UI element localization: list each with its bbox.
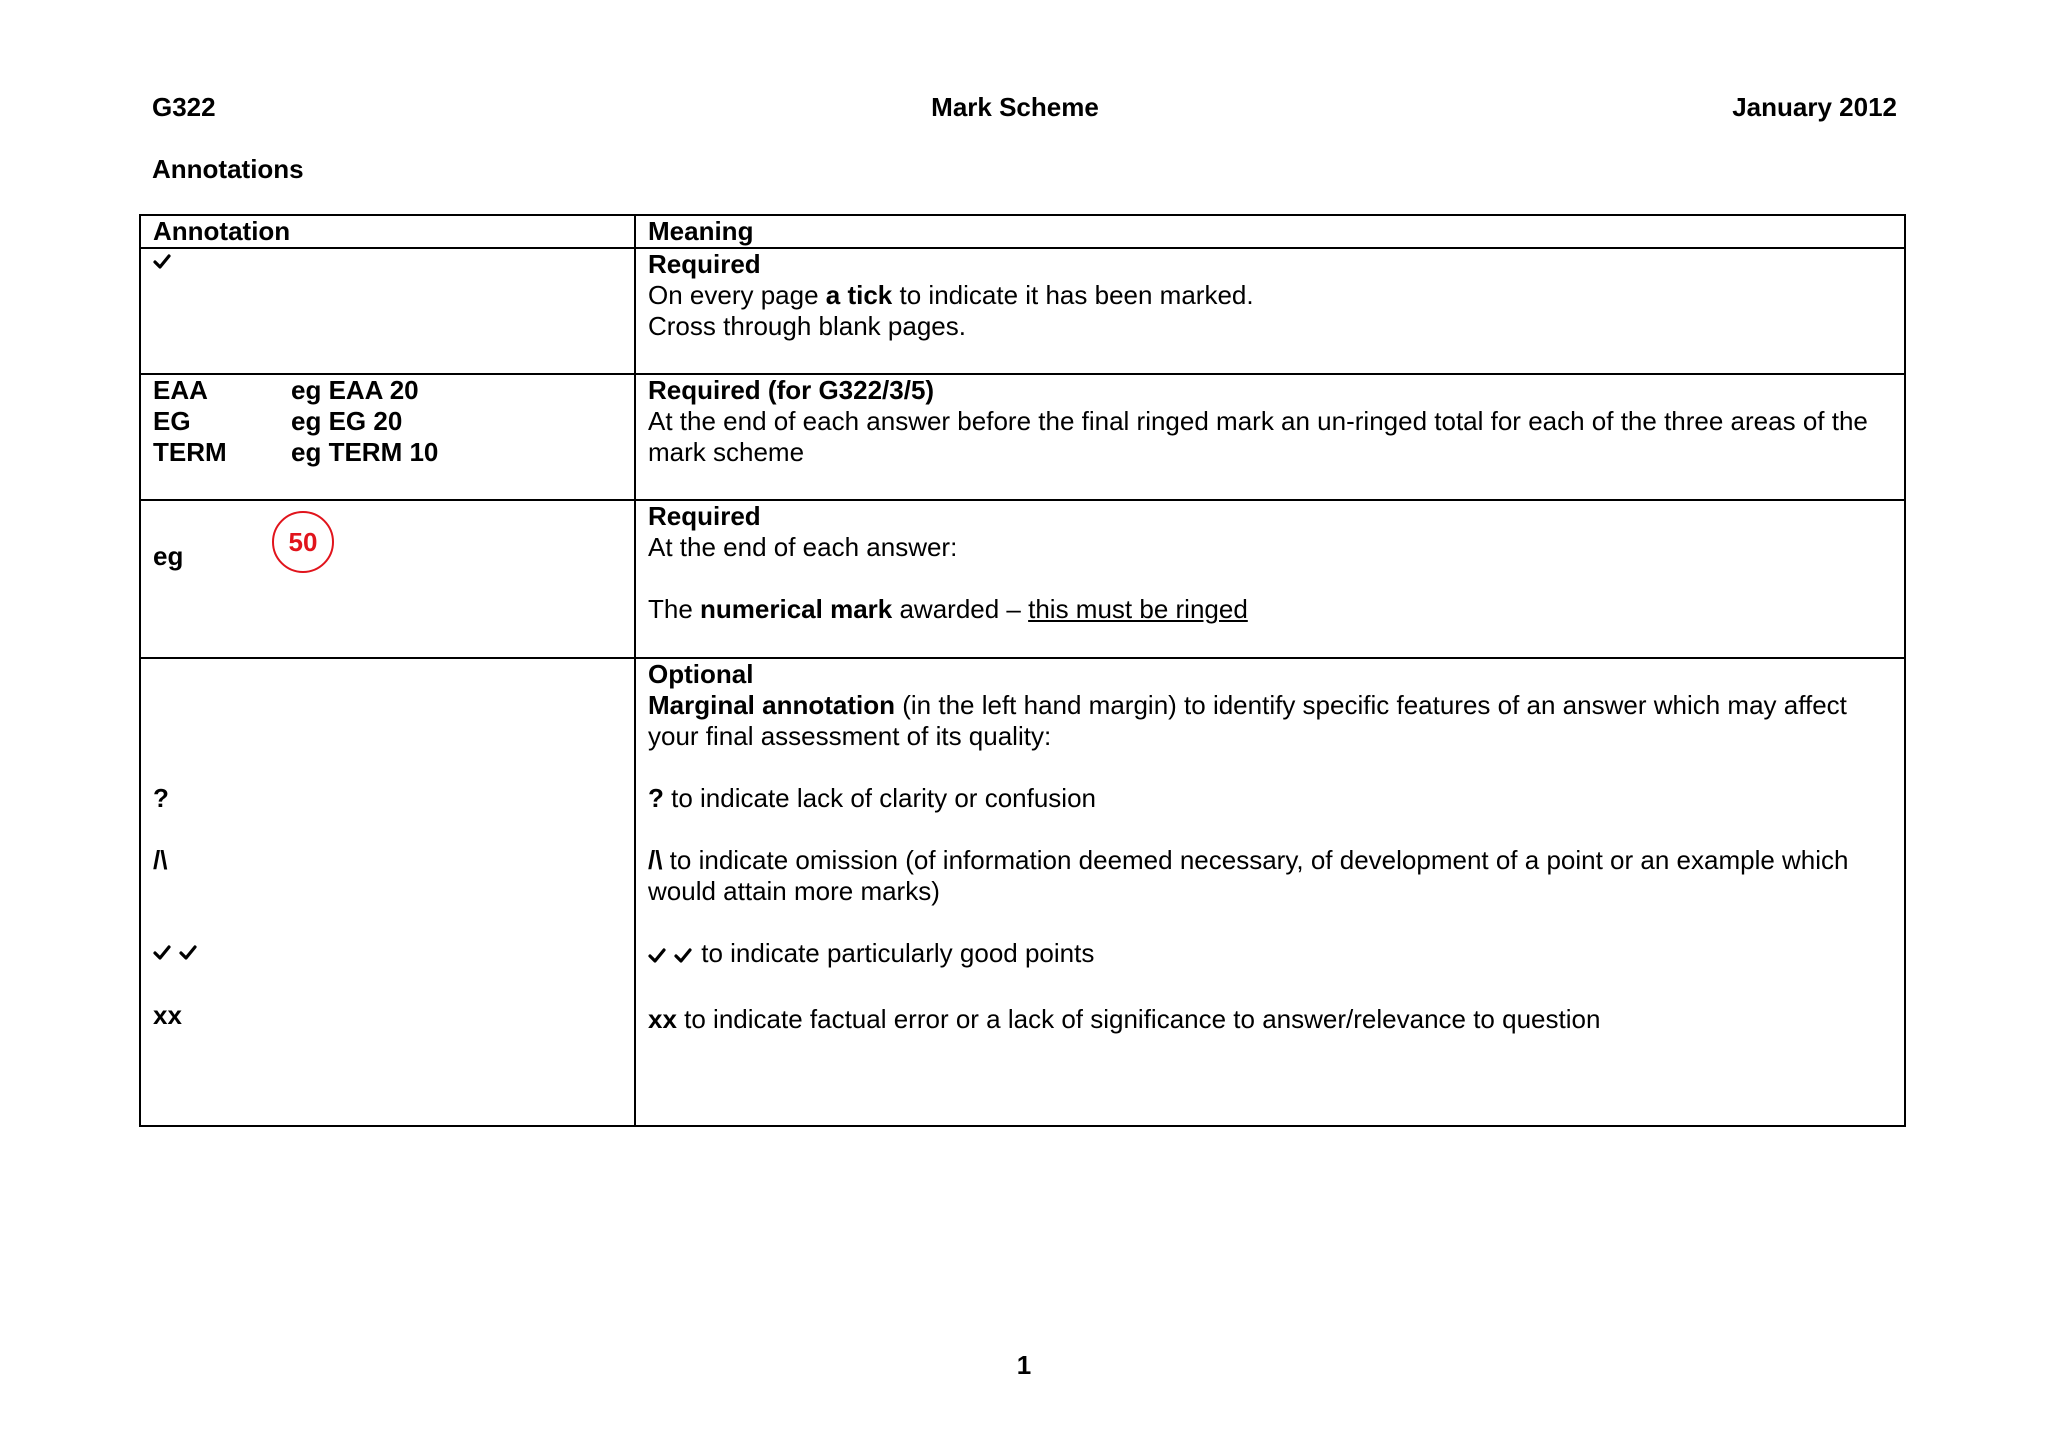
- annotation-cell: [140, 374, 635, 500]
- column-header-meaning: Meaning: [635, 215, 1905, 248]
- annotation-codes: [153, 375, 622, 468]
- header-title: Mark Scheme: [931, 92, 1099, 122]
- meaning-cell: [635, 500, 1905, 658]
- eg-label: eg: [153, 541, 184, 571]
- text-fragment: to indicate factual error or a lack of significance to answer/relevance to question: [676, 1004, 1601, 1034]
- double-tick-icon: [648, 942, 694, 973]
- meaning-heading: Optional: [648, 659, 754, 689]
- meaning-text: [648, 280, 1892, 311]
- code-label: TERM: [153, 437, 227, 467]
- xx-symbol: xx: [153, 1000, 182, 1030]
- table-row: [140, 658, 1905, 1126]
- column-header-annotation: Annotation: [140, 215, 635, 248]
- question-mark-symbol: ?: [153, 783, 169, 813]
- section-title: Annotations: [152, 154, 304, 184]
- meaning-text: At the end of each answer before the final ringed mark an un-ringed total for each of the three areas of the mark scheme: [648, 406, 1868, 467]
- text-fragment: to indicate omission (of information deemed necessary, of development of a point or an example which would attain more marks): [648, 845, 1849, 906]
- annotation-cell: [140, 500, 635, 658]
- meaning-cell: [635, 374, 1905, 500]
- text-fragment: to indicate particularly good points: [694, 938, 1095, 968]
- header-date: January 2012: [1732, 92, 1897, 122]
- meaning-item: [648, 783, 1892, 814]
- page-number: 1: [1016, 1350, 1032, 1380]
- code-label: EAA: [153, 375, 208, 405]
- table-header-row: [140, 215, 1905, 248]
- text-fragment: to indicate it has been marked.: [892, 280, 1254, 310]
- text-fragment-bold: a tick: [825, 280, 893, 310]
- text-fragment: The: [648, 594, 701, 624]
- table-row: [140, 374, 1905, 500]
- meaning-text: At the end of each answer:: [648, 532, 958, 562]
- meaning-text: Cross through blank pages.: [648, 311, 966, 341]
- meaning-cell: [635, 248, 1905, 374]
- text-fragment-bold: /\: [648, 845, 663, 875]
- text-fragment: awarded –: [892, 594, 1029, 624]
- meaning-item: [648, 845, 1892, 907]
- meaning-heading: Required: [648, 249, 761, 279]
- annotation-cell: [140, 658, 635, 1126]
- code-example: eg TERM 10: [291, 437, 439, 467]
- double-tick-icon: [153, 939, 199, 970]
- ringed-mark: 50: [272, 511, 334, 573]
- meaning-item: [648, 1004, 1892, 1035]
- text-fragment-bold: xx: [648, 1004, 677, 1034]
- meaning-intro: [648, 690, 1892, 752]
- meaning-cell: [635, 658, 1905, 1126]
- text-fragment-bold: ?: [648, 783, 664, 813]
- text-fragment: On every page: [648, 280, 826, 310]
- omission-symbol: /\: [153, 845, 168, 875]
- text-fragment: to indicate lack of clarity or confusion: [663, 783, 1096, 813]
- text-fragment: (in the left hand margin) to identify specific features of an answer which may affect your final assessment of its quality:: [648, 690, 1847, 751]
- code-example: eg EG 20: [291, 406, 403, 436]
- code-example: eg EAA 20: [291, 375, 419, 405]
- meaning-heading: Required: [648, 501, 761, 531]
- tick-icon: [153, 253, 173, 273]
- text-fragment-bold: Marginal annotation: [648, 690, 895, 720]
- text-fragment-bold: numerical mark: [700, 594, 893, 624]
- meaning-heading: Required (for G322/3/5): [648, 375, 935, 405]
- code-label: EG: [153, 406, 191, 436]
- annotation-cell: [140, 248, 635, 374]
- annotations-table: [139, 214, 1906, 1127]
- text-fragment-underlined: this must be ringed: [1028, 594, 1248, 624]
- table-row: [140, 500, 1905, 658]
- meaning-item: [648, 938, 1892, 973]
- table-row: [140, 248, 1905, 374]
- meaning-text: [648, 594, 1892, 625]
- header-code: G322: [152, 92, 216, 122]
